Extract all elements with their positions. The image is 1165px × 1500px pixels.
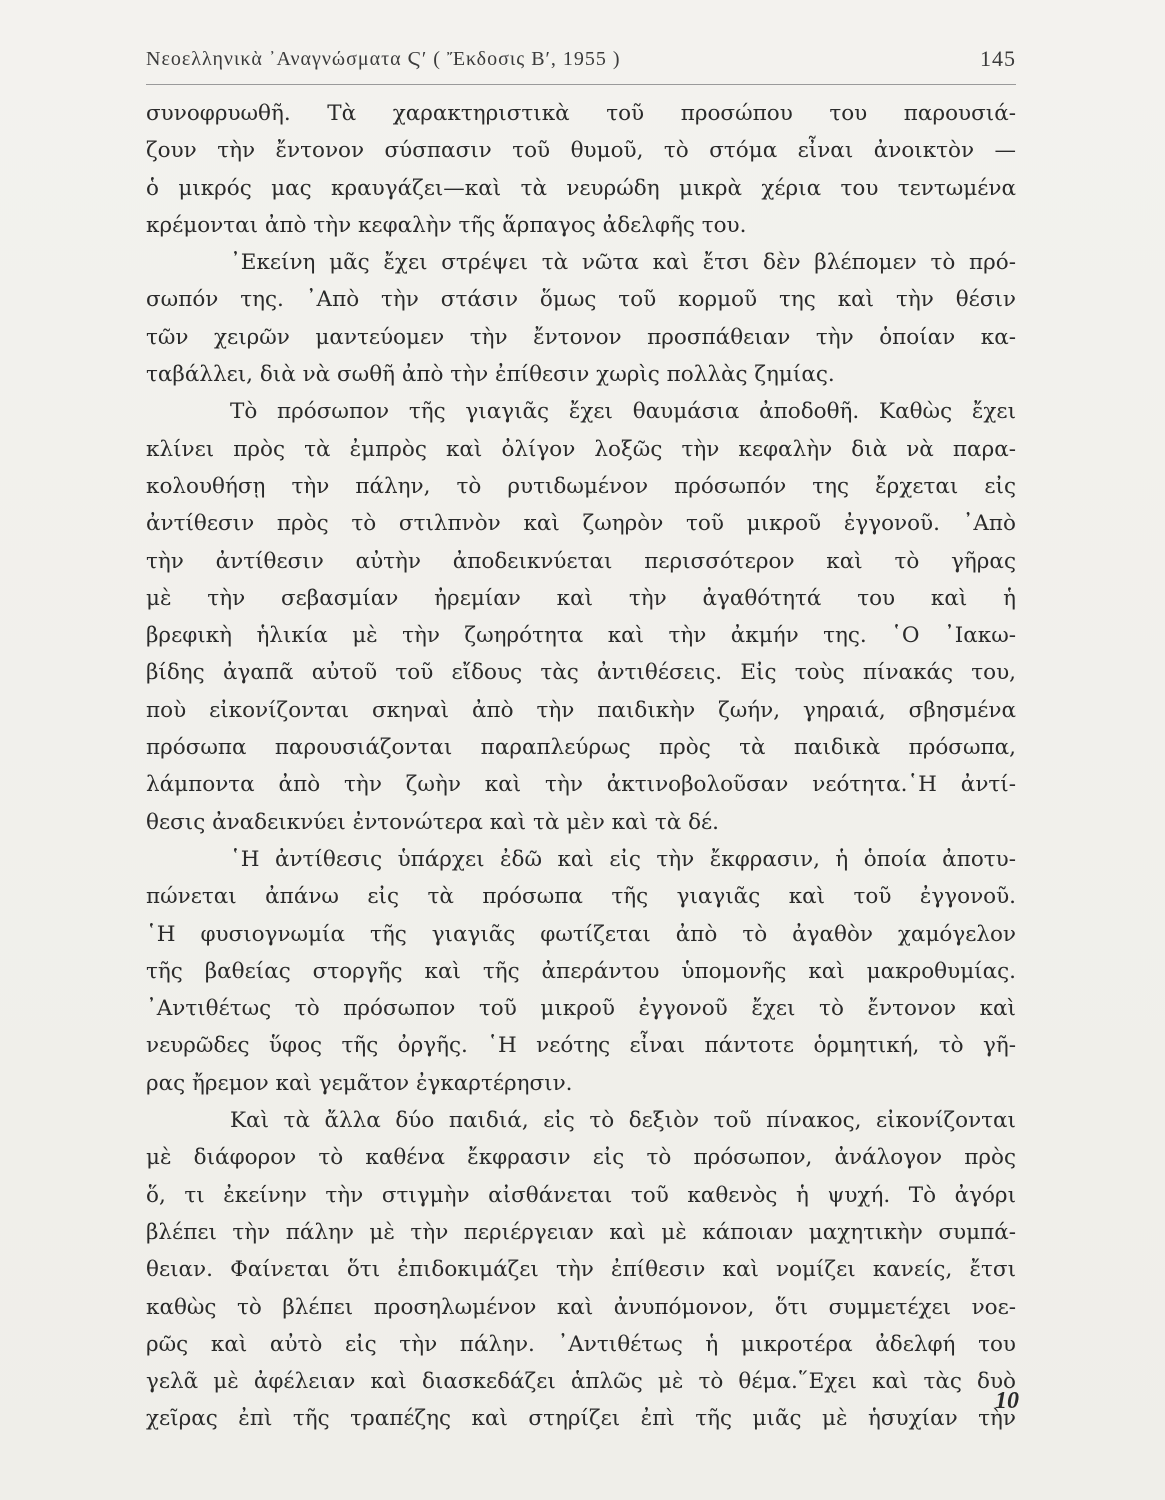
text-line: ᾿Αντιθέτως τὸ πρόσωπον τοῦ μικροῦ ἐγγονοῦ ἔχει τὸ ἔντονον καὶ (146, 996, 1016, 1022)
text-line: βρεφικὴ ἡλικία μὲ τὴν ζωηρότητα καὶ τὴν ἀκμήν της. ῾Ο ᾿Ιακω- (146, 623, 1016, 649)
text-line: πώνεται ἀπάνω εἰς τὰ πρόσωπα τῆς γιαγιᾶς καὶ τοῦ ἐγγονοῦ. (146, 884, 1016, 910)
header-rule (146, 84, 1016, 85)
text-line: κρέμονται ἀπὸ τὴν κεφαλὴν τῆς ἅρπαγος ἀδελφῆς του. (146, 212, 747, 238)
text-line: τὴν ἀντίθεσιν αὐτὴν ἀποδεικνύεται περισσότερον καὶ τὸ γῆρας (146, 548, 1016, 574)
page-number: 145 (980, 46, 1016, 71)
text-line: θειαν. Φαίνεται ὅτι ἐπιδοκιμάζει τὴν ἐπίθεσιν καὶ νομίζει κανείς, ἔτσι (146, 1257, 1016, 1283)
text-line: συνοφρυωθῆ. Τὰ χαρακτηριστικὰ τοῦ προσώπου του παρουσιά- (146, 101, 1016, 126)
text-line: ὅ, τι ἐκείνην τὴν στιγμὴν αἰσθάνεται τοῦ καθενὸς ἡ ψυχή. Τὸ ἀγόρι (146, 1182, 1016, 1208)
text-line: κολουθήσῃ τὴν πάλην, τὸ ρυτιδωμένον πρόσωπόν της ἔρχεται εἰς (146, 473, 1016, 499)
text-line: ζουν τὴν ἔντονον σύσπασιν τοῦ θυμοῦ, τὸ στόμα εἶναι ἀνοικτὸν — (146, 138, 1016, 164)
text-line: ὁ μικρός μας κραυγάζει—καὶ τὰ νευρώδη μικρὰ χέρια του τεντωμένα (146, 175, 1016, 201)
running-title: Νεοελληνικὰ ᾿Αναγνώσματα Ϛ′ ( Ἔκδοσις Β′, 1955 ) (146, 48, 621, 70)
text-line: τῆς βαθείας στοργῆς καὶ τῆς ἀπεράντου ὑπομονῆς καὶ μακροθυμίας. (146, 958, 1016, 984)
text-line: ἀντίθεσιν πρὸς τὸ στιλπνὸν καὶ ζωηρὸν τοῦ μικροῦ ἐγγονοῦ. ᾿Απὸ (146, 511, 1016, 537)
signature-mark: 10 (995, 1388, 1019, 1414)
text-line: ρας ἤρεμον καὶ γεμᾶτον ἐγκαρτέρησιν. (146, 1070, 573, 1096)
text-line: κλίνει πρὸς τὰ ἐμπρὸς καὶ ὀλίγον λοξῶς τὴν κεφαλὴν διὰ νὰ παρα- (146, 436, 1016, 462)
text-line: ῾Η ἀντίθεσις ὑπάρχει ἐδῶ καὶ εἰς τὴν ἔκφρασιν, ἡ ὁποία ἀποτυ- (230, 846, 1016, 872)
text-line: ποὺ εἰκονίζονται σκηναὶ ἀπὸ τὴν παιδικὴν ζωήν, γηραιά, σβησμένα (146, 697, 1016, 723)
text-line: Τὸ πρόσωπον τῆς γιαγιᾶς ἔχει θαυμάσια ἀποδοθῆ. Καθὼς ἔχει (230, 399, 1016, 425)
text-line: γελᾶ μὲ ἀφέλειαν καὶ διασκεδάζει ἁπλῶς μὲ τὸ θέμα.῞Εχει καὶ τὰς δυὸ (146, 1369, 1016, 1395)
text-line: βλέπει τὴν πάλην μὲ τὴν περιέργειαν καὶ μὲ κάποιαν μαχητικὴν συμπά- (146, 1219, 1016, 1245)
text-line: νευρῶδες ὕφος τῆς ὀργῆς. ῾Η νεότης εἶναι πάντοτε ὁρμητική, τὸ γῆ- (146, 1033, 1016, 1059)
text-line: μὲ τὴν σεβασμίαν ἠρεμίαν καὶ τὴν ἀγαθότητά του καὶ ἡ (146, 585, 1016, 611)
text-line: τῶν χειρῶν μαντεύομεν τὴν ἔντονον προσπάθειαν τὴν ὁποίαν κα- (146, 324, 1016, 350)
text-line: σωπόν της. ᾿Απὸ τὴν στάσιν ὅμως τοῦ κορμοῦ της καὶ τὴν θέσιν (146, 287, 1016, 313)
text-line: ῾Η φυσιογνωμία τῆς γιαγιᾶς φωτίζεται ἀπὸ τὸ ἀγαθὸν χαμόγελον (146, 921, 1016, 947)
text-line: ρῶς καὶ αὐτὸ εἰς τὴν πάλην. ᾿Αντιθέτως ἡ μικροτέρα ἀδελφή του (146, 1331, 1016, 1357)
text-line: βίδης ἀγαπᾶ αὐτοῦ τοῦ εἴδους τὰς ἀντιθέσεις. Εἰς τοὺς πίνακάς του, (146, 660, 1016, 686)
text-line: θεσις ἀναδεικνύει ἐντονώτερα καὶ τὰ μὲν καὶ τὰ δέ. (146, 809, 720, 835)
text-line: χεῖρας ἐπὶ τῆς τραπέζης καὶ στηρίζει ἐπὶ τῆς μιᾶς μὲ ἡσυχίαν τὴν (146, 1406, 1016, 1432)
text-line: μὲ διάφορον τὸ καθένα ἔκφρασιν εἰς τὸ πρόσωπον, ἀνάλογον πρὸς (146, 1145, 1016, 1171)
running-head (146, 44, 1016, 80)
text-line: λάμποντα ἀπὸ τὴν ζωὴν καὶ τὴν ἀκτινοβολοῦσαν νεότητα.῾Η ἀντί- (146, 772, 1016, 798)
text-line: πρόσωπα παρουσιάζονται παραπλεύρως πρὸς τὰ παιδικὰ πρόσωπα, (146, 735, 1016, 761)
body-text (146, 95, 1016, 1438)
text-line: ταβάλλει, διὰ νὰ σωθῆ ἀπὸ τὴν ἐπίθεσιν χωρὶς πολλὰς ζημίας. (146, 362, 835, 388)
text-line: ᾿Εκείνη μᾶς ἔχει στρέψει τὰ νῶτα καὶ ἔτσι δὲν βλέπομεν τὸ πρό- (230, 250, 1016, 276)
text-line: Καὶ τὰ ἄλλα δύο παιδιά, εἰς τὸ δεξιὸν τοῦ πίνακος, εἰκονίζονται (230, 1108, 1016, 1134)
text-line: καθὼς τὸ βλέπει προσηλωμένον καὶ ἀνυπόμονον, ὅτι συμμετέχει νοε- (146, 1294, 1016, 1320)
